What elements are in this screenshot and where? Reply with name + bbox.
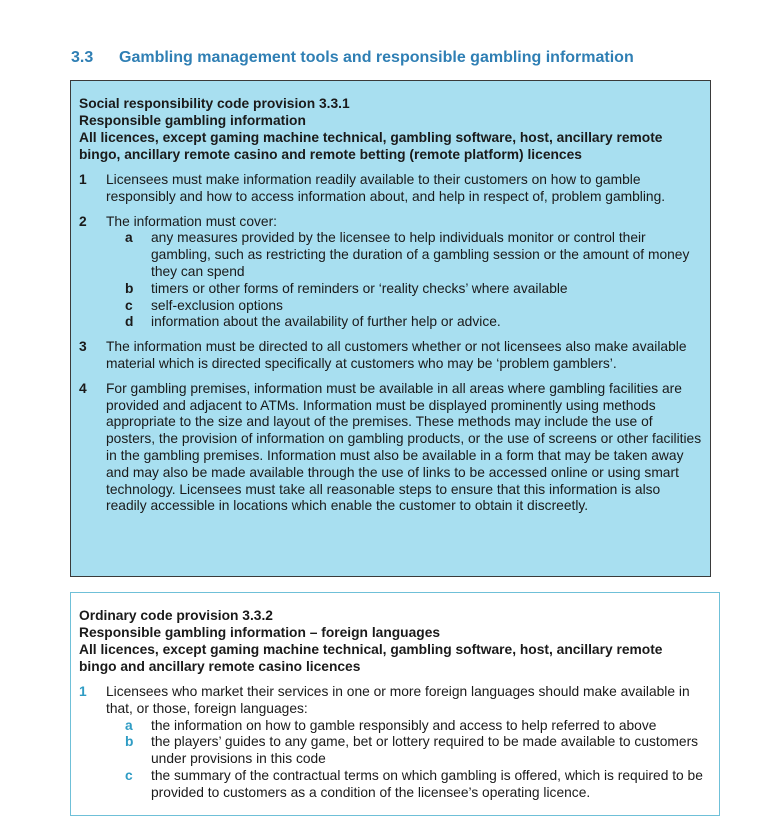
provision-title: Responsible gambling information – foreign languages [79,625,441,640]
sub-item-letter: a [125,717,133,733]
item-number: 4 [79,380,87,396]
section-title: Gambling management tools and responsible gambling information [119,49,634,66]
provision-items [79,172,702,515]
sub-item-text: the information on how to gamble responsibly and access to help referred to above [151,717,657,733]
sub-item-text: self-exclusion options [151,297,283,313]
provision-applies-line: bingo, ancillary remote casino and remote betting (remote platform) licences [79,147,582,162]
sub-item-letter: b [125,734,134,750]
provision-item [79,172,702,206]
sub-item-letter: a [125,230,133,246]
provision-box-3-3-2 [70,592,720,816]
sub-item-list [106,718,711,802]
item-text: Licensees who market their services in one or more foreign languages should make available in that, or those, foreign languages: [106,684,690,716]
sub-item [106,768,711,802]
sub-item-text: the players’ guides to any game, bet or lottery required to be made available to customers under provisions in this code [151,734,699,767]
sub-item-letter: d [125,314,134,330]
provision-applies-line: All licences, except gaming machine technical, gambling software, host, ancillary remote [79,642,663,657]
sub-item-letter: c [125,297,133,313]
sub-item [106,281,702,298]
provision-item [79,684,711,802]
provision-box-3-3-1 [70,80,711,577]
sub-item-text: any measures provided by the licensee to help individuals monitor or control their gambling, such as restricting the duration of a gambling session or the amount of money they can spend [151,230,690,279]
provision-applies-line: bingo and ancillary remote casino licences [79,659,361,674]
item-text: Licensees must make information readily available to their customers on how to gamble responsibly and how to access information about, and help in respect of, problem gambling. [106,172,666,204]
sub-item [106,314,702,331]
provision-code-line: Ordinary code provision 3.3.2 [79,608,273,623]
provision-header [79,95,702,163]
sub-item [106,718,711,735]
provision-header [79,607,711,675]
provision-title: Responsible gambling information [79,113,306,128]
sub-item-letter: c [125,767,133,783]
item-number: 1 [79,684,87,699]
item-number: 3 [79,339,87,355]
provision-item [79,214,702,332]
provision-item [79,381,702,515]
sub-item-text: the summary of the contractual terms on which gambling is offered, which is required to be provided to customers as a condition of the licensee’s operating licence. [151,767,703,800]
item-text: For gambling premises, information must be available in all areas where gambling facilities are provided and adjacent to ATMs. Information must be displayed prominently using methods appropriate to the size and layout of the premises. These methods may include the use of posters, the provision of information on gambling products, or the use of screens or other facilities in the gambling premises. Information must also be available in a form that may be taken away and may also be made available through the use of links to be accessed online or using smart technology. Licensees must take all reasonable steps to ensure that this information is also readily accessible in locations which enable the customer to obtain it discreetly. [106,380,702,514]
sub-item [106,298,702,315]
provision-items [79,684,711,802]
sub-item-list [106,230,702,331]
item-number: 2 [79,213,87,229]
sub-item-text: information about the availability of further help or advice. [151,314,501,330]
item-text: The information must cover: [106,213,277,229]
provision-code-line: Social responsibility code provision 3.3.1 [79,96,350,111]
item-text: The information must be directed to all customers whether or not licensees also make available material which is directed specifically at customers who may be ‘problem gamblers’. [106,339,687,371]
sub-item-text: timers or other forms of reminders or ‘reality checks’ where available [151,280,568,296]
sub-item-letter: b [125,280,134,296]
section-number: 3.3 [71,49,94,66]
sub-item [106,230,702,280]
sub-item [106,734,711,768]
provision-item [79,339,702,373]
provision-applies-line: All licences, except gaming machine technical, gambling software, host, ancillary remote [79,130,663,145]
item-number: 1 [79,172,87,187]
section-heading [71,49,634,67]
